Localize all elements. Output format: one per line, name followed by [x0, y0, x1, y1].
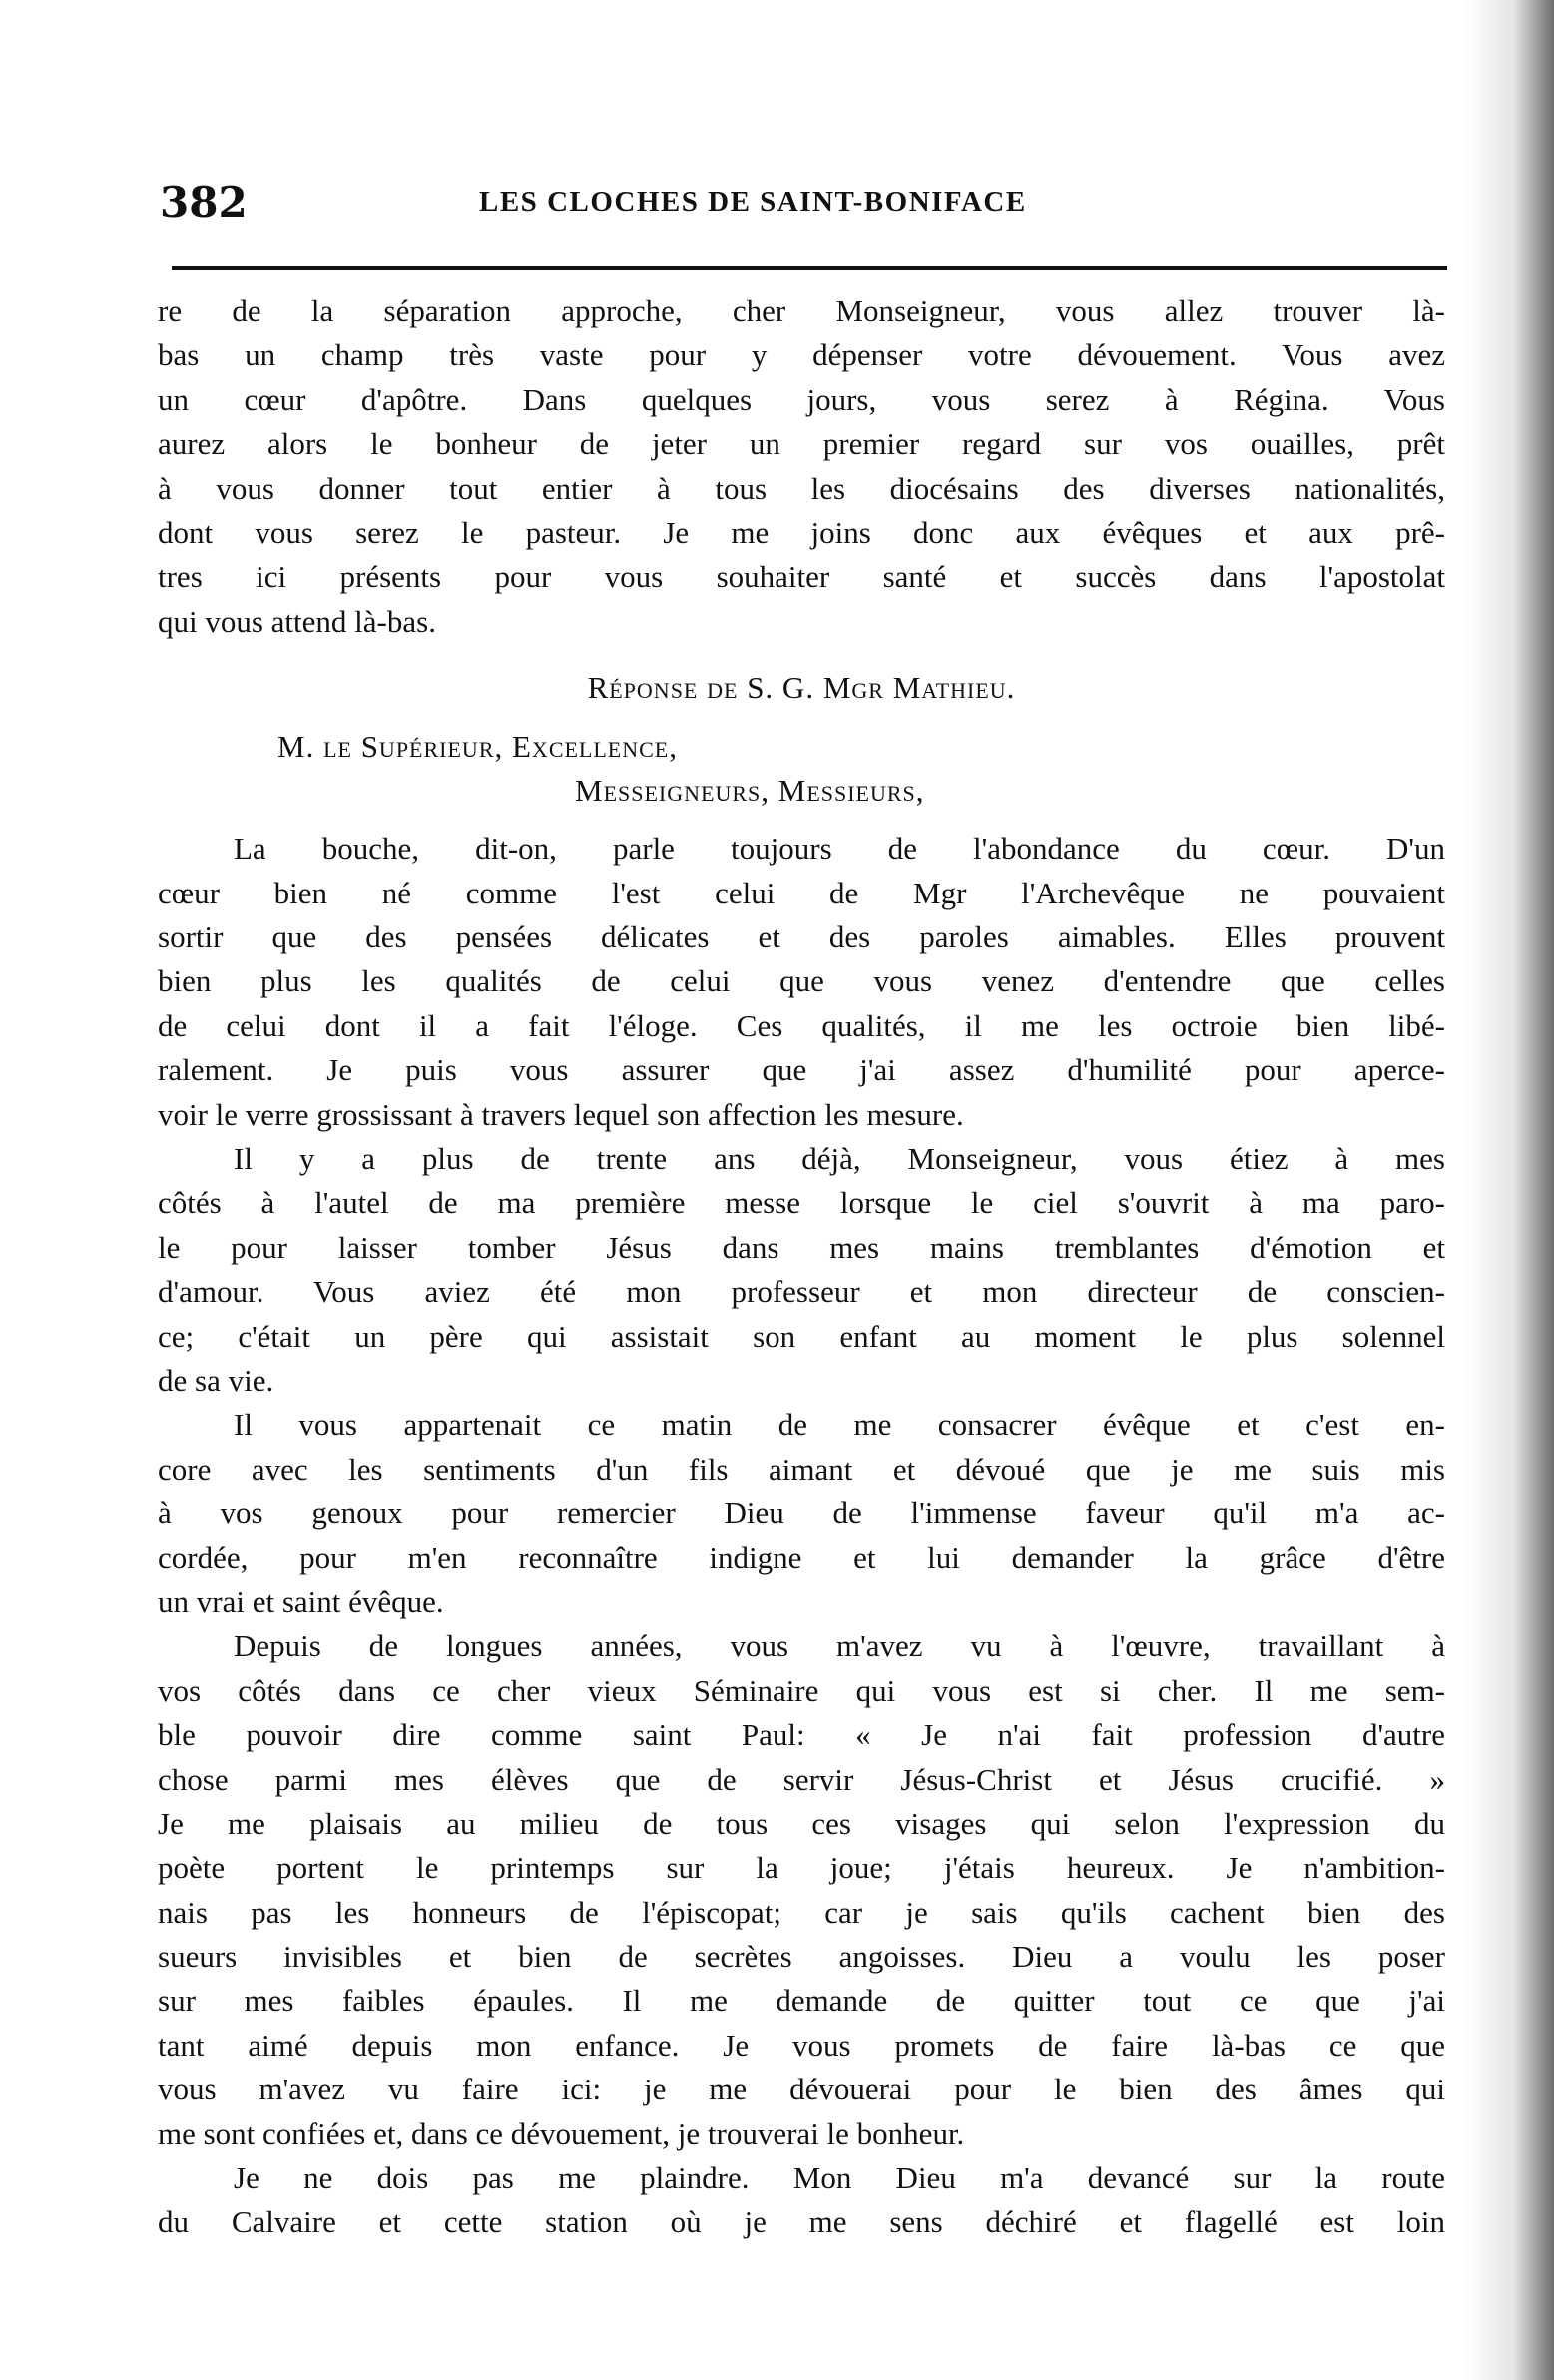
- page-number: 382: [160, 178, 248, 227]
- text-line: Depuis de longues années, vous m'avez vu à l'œuvre, travaillant à: [234, 1628, 1445, 1664]
- text-line: qui vous attend là-bas.: [158, 603, 436, 639]
- paragraph: [158, 1624, 1445, 2156]
- text-line: sur mes faibles épaules. Il me demande de quitter tout ce que j'ai: [158, 1983, 1445, 2019]
- text-line: Je me plaisais au milieu de tous ces visages qui selon l'expression du: [158, 1805, 1445, 1841]
- text-line: ce; c'était un père qui assistait son enfant au moment le plus solennel: [158, 1318, 1445, 1354]
- opening-paragraph: [158, 290, 1445, 644]
- text-line: bien plus les qualités de celui que vous venez d'entendre que celles: [158, 963, 1445, 999]
- header-rule: [172, 266, 1447, 270]
- text-line: tant aimé depuis mon enfance. Je vous promets de faire là-bas ce que: [158, 2027, 1445, 2063]
- text-line: vos côtés dans ce cher vieux Séminaire qui vous est si cher. Il me sem-: [158, 1672, 1445, 1708]
- paragraph: [158, 1403, 1445, 1624]
- text-line: chose parmi mes élèves que de servir Jésus-Christ et Jésus crucifié. »: [158, 1761, 1445, 1797]
- text-line: me sont confiées et, dans ce dévouement, je trouverai le bonheur.: [158, 2115, 965, 2151]
- text-line: re de la séparation approche, cher Monseigneur, vous allez trouver là-: [158, 294, 1445, 328]
- text-line: voir le verre grossissant à travers lequel son affection les mesure.: [158, 1096, 964, 1132]
- text-line: Il y a plus de trente ans déjà, Monseigneur, vous étiez à mes: [234, 1141, 1445, 1177]
- text-line: cordée, pour m'en reconnaître indigne et lui demander la grâce d'être: [158, 1539, 1445, 1575]
- text-line: ble pouvoir dire comme saint Paul: « Je n'ai fait profession d'autre: [158, 1717, 1445, 1753]
- text-line: aurez alors le bonheur de jeter un premier regard sur vos ouailles, prêt: [158, 426, 1445, 462]
- text-line: un cœur d'apôtre. Dans quelques jours, vous serez à Régina. Vous: [158, 381, 1445, 417]
- text-line: tres ici présents pour vous souhaiter santé et succès dans l'apostolat: [158, 559, 1445, 595]
- text-line: de celui dont il a fait l'éloge. Ces qualités, il me les octroie bien libé-: [158, 1007, 1445, 1043]
- text-line: core avec les sentiments d'un fils aimant et dévoué que je me suis mis: [158, 1451, 1445, 1487]
- text-line: ralement. Je puis vous assurer que j'ai assez d'humilité pour aperce-: [158, 1052, 1445, 1088]
- text-line: à vous donner tout entier à tous les diocésains des diverses nationalités,: [158, 470, 1445, 506]
- page-edge-shadow: [1464, 0, 1554, 2380]
- running-title: LES CLOCHES DE SAINT-BONIFACE: [479, 186, 1027, 218]
- salutation-line-1: M. le Supérieur, Excellence,: [277, 728, 678, 764]
- text-line: nais pas les honneurs de l'épiscopat; car je sais qu'ils cachent bien des: [158, 1894, 1445, 1930]
- text-line: du Calvaire et cette station où je me sens déchiré et flagellé est loin: [158, 2204, 1445, 2240]
- text-line: vous m'avez vu faire ici: je me dévouerai pour le bien des âmes qui: [158, 2072, 1445, 2107]
- text-line: sortir que des pensées délicates et des paroles aimables. Elles prouvent: [158, 919, 1445, 955]
- text-line: cœur bien né comme l'est celui de Mgr l'Archevêque ne pouvaient: [158, 875, 1445, 910]
- text-line: de sa vie.: [158, 1362, 274, 1398]
- text-line: Je ne dois pas me plaindre. Mon Dieu m'a devancé sur la route: [234, 2160, 1445, 2196]
- paragraph: [158, 2156, 1445, 2245]
- text-line: côtés à l'autel de ma première messe lorsque le ciel s'ouvrit à ma paro-: [158, 1185, 1445, 1221]
- running-header: [160, 178, 1447, 238]
- text-line: sueurs invisibles et bien de secrètes angoisses. Dieu a voulu les poser: [158, 1939, 1445, 1975]
- text-line: d'amour. Vous aviez été mon professeur et mon directeur de conscien-: [158, 1274, 1445, 1310]
- text-line: le pour laisser tomber Jésus dans mes mains tremblantes d'émotion et: [158, 1229, 1445, 1265]
- body-text: [158, 290, 1445, 2245]
- text-line: à vos genoux pour remercier Dieu de l'immense faveur qu'il m'a ac-: [158, 1495, 1445, 1531]
- text-line: La bouche, dit-on, parle toujours de l'abondance du cœur. D'un: [234, 831, 1445, 867]
- section-heading: Réponse de S. G. Mgr Mathieu.: [587, 670, 1016, 706]
- paragraph: [158, 827, 1445, 1137]
- paragraph: [158, 1137, 1445, 1403]
- text-line: un vrai et saint évêque.: [158, 1583, 444, 1619]
- text-line: dont vous serez le pasteur. Je me joins donc aux évêques et aux prê-: [158, 514, 1445, 550]
- salutation-line-2: Messeigneurs, Messieurs,: [575, 772, 925, 808]
- text-line: bas un champ très vaste pour y dépenser votre dévouement. Vous avez: [158, 337, 1445, 373]
- text-line: poète portent le printemps sur la joue; j'étais heureux. Je n'ambition-: [158, 1850, 1445, 1886]
- text-line: Il vous appartenait ce matin de me consacrer évêque et c'est en-: [234, 1407, 1445, 1443]
